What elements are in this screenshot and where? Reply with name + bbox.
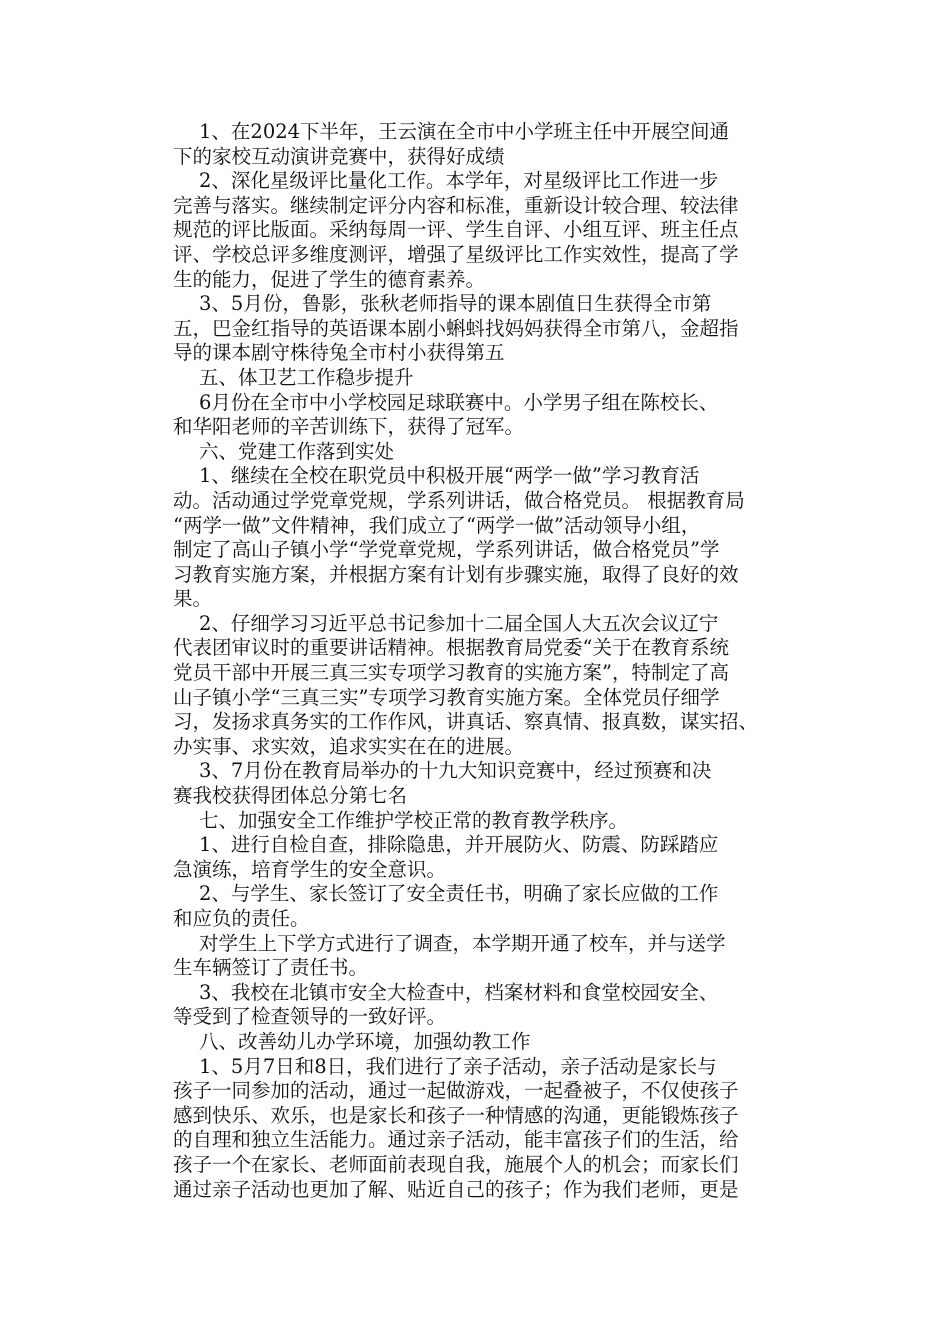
text-line: 6月份在全市中小学校园足球联赛中。小学男子组在陈校长、 [199,390,719,414]
text-line: 孩子一个在家长、老师面前表现自我，施展个人的机会；而家长们 [173,1152,739,1176]
text-line: 制定了高山子镇小学“学党章党规，学系列讲话，做合格党员”学 [173,538,720,562]
text-line: 通过亲子活动也更加了解、贴近自己的孩子；作为我们老师，更是 [173,1177,739,1201]
text-line: 完善与落实。继续制定评分内容和标准，重新设计较合理、较法律 [173,193,739,217]
document-body [173,120,813,1202]
text-line: 规范的评比版面。采纳每周一评、学生自评、小组互评、班主任点 [173,218,739,242]
text-line: 2、深化星级评比量化工作。本学年，对星级评比工作进一步 [199,169,719,193]
text-line: 和应负的责任。 [173,907,310,930]
text-line: 1、在2024下半年，王云演在全市中小学班主任中开展空间通 [199,120,730,143]
text-line: 果。 [173,587,213,611]
text-line: 生车辆签订了责任书。 [173,956,369,980]
text-line: 五，巴金红指导的英语课本剧小蝌蚪找妈妈获得全市第八，金超指 [173,316,739,340]
text-line: 评、学校总评多维度测评，增强了星级评比工作实效性，提高了学 [173,242,739,266]
text-line: 赛我校获得团体总分第七名 [173,784,408,808]
text-line: 七、加强安全工作维护学校正常的教育教学秩序。 [199,808,629,832]
text-line: 代表团审议时的重要讲话精神。根据教育局党委“关于在教育系统 [173,636,729,660]
text-line: 党员干部中开展三真三实专项学习教育的实施方案”，特制定了高 [173,661,729,685]
text-line: 办实事、求实效，追求实实在在的进展。 [173,734,525,758]
text-line: 动。活动通过学党章党规，学系列讲话，做合格党员。 根据教育局 [173,488,745,512]
text-line: 1、5月7日和8日，我们进行了亲子活动，亲子活动是家长与 [199,1054,717,1078]
text-line: 对学生上下学方式进行了调查，本学期开通了校车，并与送学 [199,931,726,955]
text-line: 急演练，培育学生的安全意识。 [173,857,447,881]
text-line: 1、进行自检自查，排除隐患，并开展防火、防震、防踩踏应 [199,833,719,857]
text-line: 六、党建工作落到实处 [199,439,395,463]
text-line: 和华阳老师的辛苦训练下，获得了冠军。 [173,415,525,439]
text-line: 的自理和独立生活能力。通过亲子活动，能丰富孩子们的生活，给 [173,1128,739,1152]
text-line: 2、与学生、家长签订了安全责任书，明确了家长应做的工作 [199,882,719,906]
text-line: 山子镇小学“三真三实”专项学习教育实施方案。全体党员仔细学 [173,685,720,709]
text-line: 3、7月份在教育局举办的十九大知识竞赛中，经过预赛和决 [199,759,712,783]
text-line: 3、我校在北镇市安全大检查中，档案材料和食堂校园安全、 [199,980,719,1004]
text-line: 1、继续在全校在职党员中积极开展“两学一做”学习教育活 [199,464,700,488]
text-line: 导的课本剧守株待兔全市村小获得第五 [173,341,505,365]
text-line: 2、仔细学习习近平总书记参加十二届全国人大五次会议辽宁 [199,611,719,635]
text-line: 孩子一同参加的活动，通过一起做游戏，一起叠被子，不仅使孩子 [173,1079,739,1103]
text-line: 习，发扬求真务实的工作作风，讲真话、察真情、报真数，谋实招、 [173,710,759,734]
text-line: 八、改善幼儿办学环境，加强幼教工作 [199,1029,531,1053]
text-line: 3、5月份，鲁影，张秋老师指导的课本剧值日生获得全市第 [199,292,712,316]
text-line: 下的家校互动演讲竞赛中，获得好成绩 [173,144,505,168]
text-line: 生的能力，促进了学生的德育素养。 [173,267,486,291]
text-line: 等受到了检查领导的一致好评。 [173,1005,447,1029]
text-line: “两学一做”文件精神，我们成立了“两学一做”活动领导小组， [173,513,701,537]
text-line: 五、体卫艺工作稳步提升 [199,365,414,389]
text-line: 感到快乐、欢乐，也是家长和孩子一种情感的沟通，更能锻炼孩子 [173,1103,739,1127]
text-line: 习教育实施方案，并根据方案有计划有步骤实施，取得了良好的效 [173,562,739,586]
